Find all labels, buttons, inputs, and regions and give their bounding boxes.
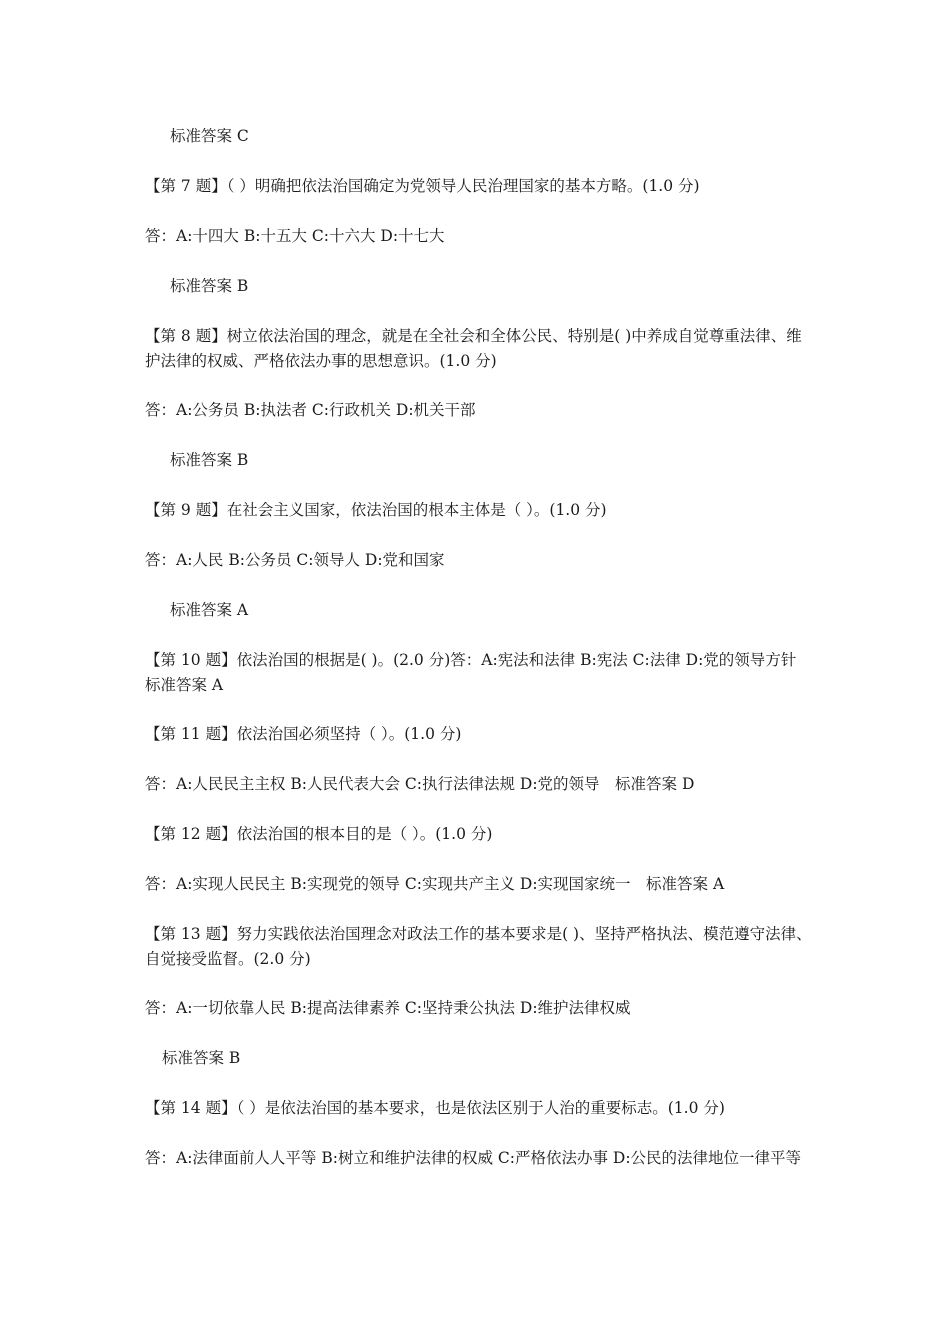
question-7: 【第 7 题】（ ）明确把依法治国确定为党领导人民治理国家的基本方略。(1.0 分) [145,177,700,195]
options-q7: 答：A:十四大 B:十五大 C:十六大 D:十七大 [145,227,445,245]
question-12: 【第 12 题】依法治国的根本目的是（ ）。(1.0 分) [145,825,493,843]
question-8: 【第 8 题】树立依法治国的理念，就是在全社会和全体公民、特别是( )中养成自觉尊重法律、维护法律的权威、严格依法办事的思想意识。(1.0 分) [145,327,802,370]
question-13: 【第 13 题】努力实践依法治国理念对政法工作的基本要求是( )、坚持严格执法、模范遵守法律、自觉接受监督。(2.0 分) [145,925,812,968]
options-q13: 答：A:一切依靠人民 B:提高法律素养 C:坚持秉公执法 D:维护法律权威 [145,999,631,1017]
options-q8: 答：A:公务员 B:执法者 C:行政机关 D:机关干部 [145,401,476,419]
question-11: 【第 11 题】依法治国必须坚持（ ）。(1.0 分) [145,725,462,743]
options-q12: 答：A:实现人民民主 B:实现党的领导 C:实现共产主义 D:实现国家统一 标准答案 A [145,875,725,893]
options-q14: 答：A:法律面前人人平等 B:树立和维护法律的权威 C:严格依法办事 D:公民的法律地位一律平等 [145,1149,802,1167]
answer-key-q7: 标准答案 B [170,277,249,295]
answer-key-q9: 标准答案 A [170,601,249,619]
question-14: 【第 14 题】（ ）是依法治国的基本要求，也是依法区别于人治的重要标志。(1.0 分) [145,1099,725,1117]
options-q9: 答：A:人民 B:公务员 C:领导人 D:党和国家 [145,551,445,569]
answer-key-q8: 标准答案 B [170,451,249,469]
options-q11: 答：A:人民民主主权 B:人民代表大会 C:执行法律法规 D:党的领导 标准答案 D [145,775,695,793]
answer-key-q13: 标准答案 B [162,1049,241,1067]
answer-key-q6: 标准答案 C [170,127,249,145]
question-10: 【第 10 题】依法治国的根据是( )。(2.0 分)答：A:宪法和法律 B:宪法 C:法律 D:党的领导方针 标准答案 A [145,651,797,694]
question-9: 【第 9 题】在社会主义国家，依法治国的根本主体是（ ）。(1.0 分) [145,501,607,519]
